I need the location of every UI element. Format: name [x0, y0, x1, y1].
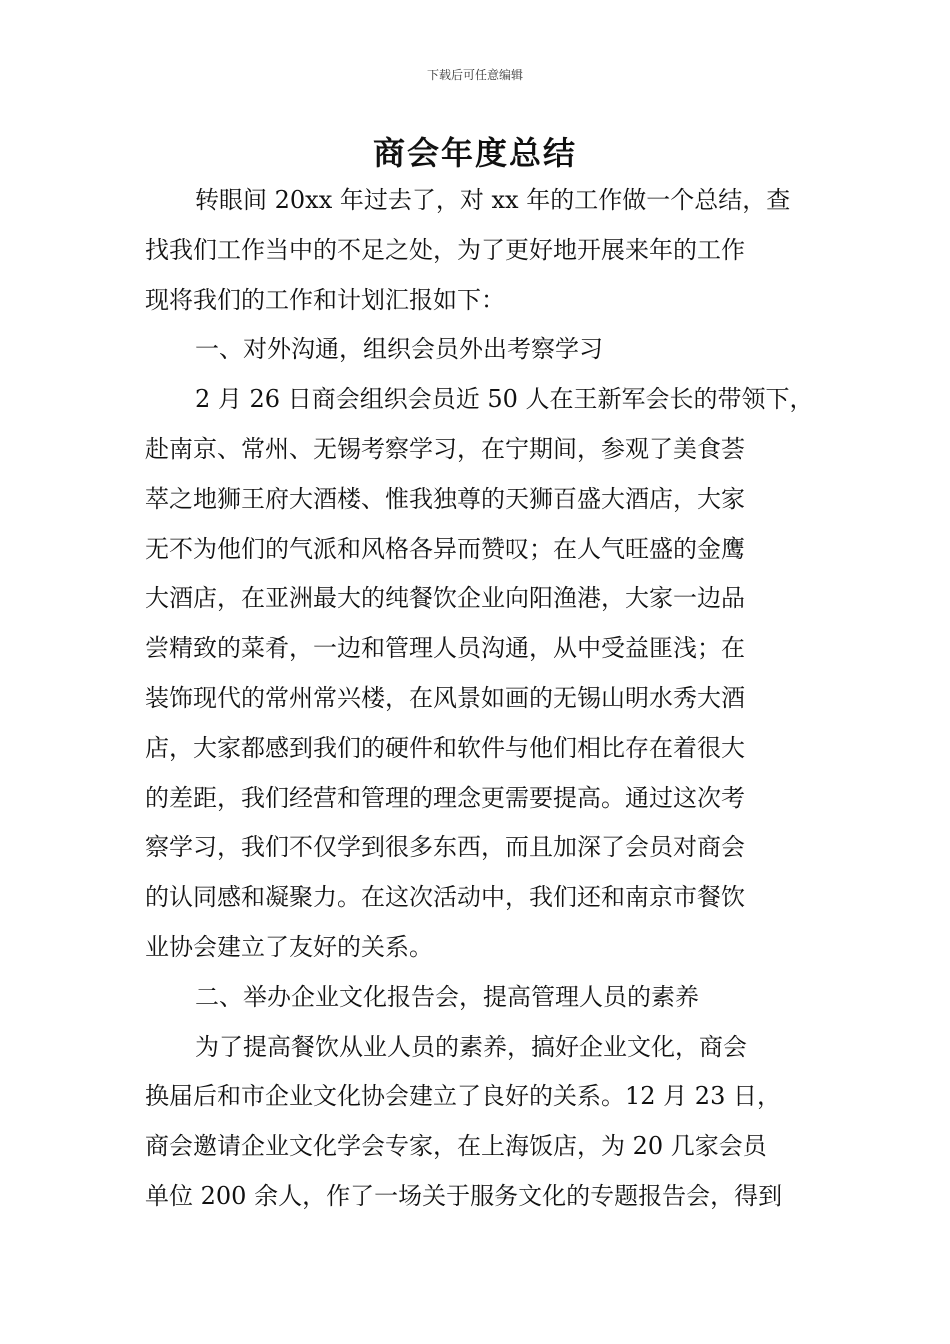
paragraph-line: 现将我们的工作和计划汇报如下：: [145, 285, 505, 314]
paragraph-line: 商会邀请企业文化学会专家，在上海饭店，为 20 几家会员: [145, 1132, 767, 1161]
paragraph-line: 大酒店，在亚洲最大的纯餐饮企业向阳渔港，大家一边品: [145, 584, 745, 613]
paragraph-line: 转眼间 20xx 年过去了，对 xx 年的工作做一个总结，查: [195, 186, 791, 214]
document-title: 商会年度总结: [372, 134, 577, 172]
paragraph-line: 店，大家都感到我们的硬件和软件与他们相比存在着很大: [145, 733, 745, 762]
paragraph-line: 的认同感和凝聚力。在这次活动中，我们还和南京市餐饮: [145, 883, 745, 912]
section-heading-2: 二、举办企业文化报告会，提高管理人员的素养: [195, 982, 699, 1011]
paragraph-line: 2 月 26 日商会组织会员近 50 人在王新军会长的带领下，: [195, 385, 814, 414]
paragraph-line: 尝精致的菜肴，一边和管理人员沟通，从中受益匪浅；在: [145, 634, 745, 663]
paragraph-line: 业协会建立了友好的关系。: [145, 932, 433, 961]
header-note: 下载后可任意编辑: [426, 68, 523, 82]
paragraph-line: 为了提高餐饮从业人员的素养，搞好企业文化，商会: [195, 1032, 747, 1061]
paragraph-line: 换届后和市企业文化协会建立了良好的关系。12 月 23 日，: [145, 1082, 781, 1111]
paragraph-line: 单位 200 余人，作了一场关于服务文化的专题报告会，得到: [145, 1181, 783, 1210]
paragraph-line: 赴南京、常州、无锡考察学习，在宁期间，参观了美食荟: [145, 434, 745, 463]
paragraph-line: 的差距，我们经营和管理的理念更需要提高。通过这次考: [145, 783, 745, 812]
paragraph-line: 装饰现代的常州常兴楼，在风景如画的无锡山明水秀大酒: [145, 683, 745, 712]
paragraph-line: 察学习，我们不仅学到很多东西，而且加深了会员对商会: [145, 833, 745, 862]
paragraph-line: 找我们工作当中的不足之处，为了更好地开展来年的工作: [145, 235, 745, 264]
paragraph-line: 萃之地狮王府大酒楼、惟我独尊的天狮百盛大酒店，大家: [145, 484, 745, 513]
paragraph-line: 无不为他们的气派和风格各异而赞叹；在人气旺盛的金鹰: [145, 534, 745, 563]
document-body: [145, 176, 814, 1222]
section-heading-1: 一、对外沟通，组织会员外出考察学习: [195, 335, 603, 364]
